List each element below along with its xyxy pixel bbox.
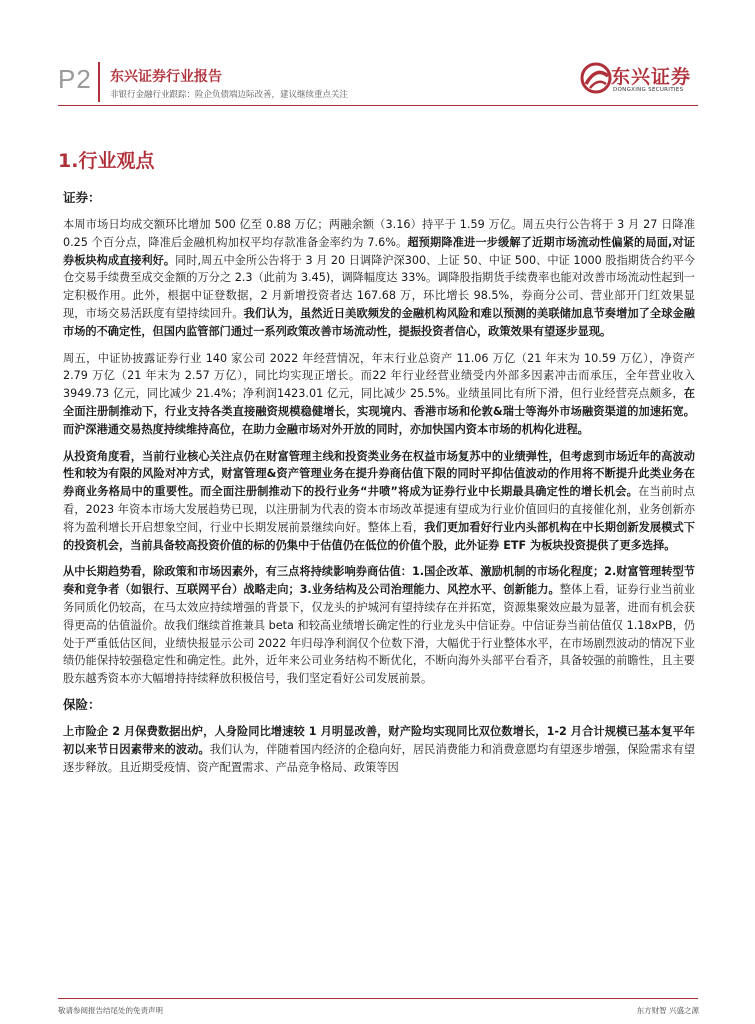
paragraph-2	[63, 350, 695, 439]
report-subtitle: 非银行金融行业跟踪：险企负债端边际改善，建议继续重点关注	[110, 90, 349, 100]
header-rule	[58, 105, 698, 106]
p5-text-1: 我们认为，伴随着国内经济的企稳向好，居民消费能力和消费意愿均有望逐步增强，保险需求有望逐步释放。且近期受疫情、资产配置需求、产品竞争格局、政策等因	[63, 742, 695, 774]
logo-name: 东兴证券	[611, 66, 692, 88]
p1-bold-1: 超预期降准进一步缓解了近期市场流动性偏紧的局面,对证券板块构成直接利好。	[63, 235, 695, 267]
p3-text-1: 在当前时点看，2023 年资本市场大发展趋势已现，以注册制为代表的资本市场改革提速有望成为行业价值回归的直接催化剂，业务创新亦将为盈利增长开启想象空间，行业中长期发展前景继续向好。整体上看，	[63, 485, 695, 534]
paragraph-4	[63, 563, 695, 688]
paragraph-1	[63, 216, 695, 341]
securities-label: 证券：	[63, 190, 101, 205]
p2-bold-1: 在全面注册制推动下，行业支持各类直接融资规模稳健增长，实现境内、香港市场和伦敦&瑞士等海外市场融资渠道的加速拓宽。而沪深港通交易热度持续维持高位，在助力金融市场对外开放的同时，亦加快国内资本市场的机构化进程。	[63, 387, 695, 436]
header-divider	[98, 62, 100, 102]
footer-slogan: 东方财智 兴盛之源	[636, 1006, 699, 1015]
p4-text-1: 整体上看，证券行业当前业务同质化仍较高，在马太效应持续增强的背景下，仅龙头的护城河有望持续存在并拓宽，资源集聚效应最为显著，进而有机会获得更高的估值溢价。故我们继续首推兼具 beta 和较高业绩增长确定性的行业龙头中信证券。中信证券当前估值仅 1.18xPB，仍处于严重低估区间，业绩快报显示公司 2022 年归母净利润仅个位数下滑，大幅优于行业整体水平，在市场剧烈波动的情况下业绩仍能保持较强稳定性和确定性。此外，近年来公司业务结构不断优化，不断向海外头部平台看齐，具备较强的前瞻性，且主要股东越秀资本亦大幅增持持续释放积极信号，我们坚定看好公司发展前景。	[63, 583, 695, 686]
p2-text-1: 周五，中证协披露证券行业 140 家公司 2022 年经营情况，年末行业总资产 11.06 万亿（21 年末为 10.59 万亿），净资产 2.79 万亿（21 年末为 2.57 万亿），同比均实现正增长。而22 年行业经营业绩受内外部多因素冲击而承压，全年营业收入 3949.73 亿元，同比减少 21.4%；净利润1423.01 亿元，同比减少 25.5%。业绩虽同比有所下滑，但行业经营亮点颇多，	[63, 351, 695, 401]
p1-bold-2: 我们认为，虽然近日美欧频发的金融机构风险和难以预测的美联储加息节奏增加了全球金融市场的不确定性，但国内监管部门通过一系列政策改善市场流动性，提振投资者信心，政策效果有望逐步显现。	[63, 306, 695, 338]
p4-bold-1: 从中长期趋势看，除政策和市场因素外，有三点将持续影响券商估值：1.国企改革、激励机制的市场化程度；2.财富管理转型节奏和竞争者（如银行、互联网平台）战略走向；3.业务结构及公司治理能力、风控水平、创新能力。	[63, 565, 695, 597]
logo-english-name: DONGXING SECURITIES	[613, 87, 684, 93]
section-title: 1.行业观点	[58, 150, 155, 172]
insurance-label: 保险：	[63, 696, 101, 712]
page-number: P2	[58, 64, 92, 94]
p1-text-2: 同时,周五中金所公告将于 3 月 20 日调降沪深300、上证 50、中证 500、中证 1000 股指期货合约平今仓交易手续费至成交金额的万分之 2.3（此前为 3.45)，调降幅度达 33%。调降股指期货手续费率也能对改善市场流动性起到一定积极作用。此外，根据中证登数据，2 月新增投资者达 167.68 万，环比增长 98.5%，券商分公司、营业部开门红效果显现，市场交易活跃度有望持续回升。	[63, 253, 695, 320]
report-title: 东兴证券行业报告	[110, 69, 222, 85]
footer-disclaimer: 敬请参阅报告结尾处的免责声明	[58, 1006, 163, 1015]
main-content	[63, 190, 695, 785]
paragraph-3	[63, 448, 695, 555]
page-header	[0, 0, 755, 110]
footer-rule	[58, 998, 698, 999]
p1-text-1: 本周市场日均成交额环比增加 500 亿至 0.88 万亿；两融余额（3.16）持平于 1.59 万亿。周五央行公告将于 3 月 27 日降准 0.25 个百分点，降准后金融机构加权平均存款准备金率约为 7.6%。	[63, 218, 695, 249]
p3-bold-2: 我们更加看好行业内头部机构在中长期创新发展模式下的投资机会，当前具备较高投资价值的标的仍集中于估值仍在低位的价值个股，此外证券 ETF 为板块投资提供了更多选择。	[63, 520, 695, 552]
p3-bold-1: 从投资角度看，当前行业核心关注点仍在财富管理主线和投资类业务在权益市场复苏中的业绩弹性，但考虑到市场近年的高波动性和较为有限的风险对冲方式，财富管理&资产管理业务在提升券商估值下限的同时平抑估值波动的作用将不断提升此类业务在券商业务格局中的重要性。而全面注册制推动下的投行业务“井喷”将成为证券行业中长期最具确定性的增长机会。	[63, 449, 695, 499]
paragraph-5	[63, 723, 695, 776]
p5-bold-1: 上市险企 2 月保费数据出炉，人身险同比增速较 1 月明显改善，财产险均实现同比双位数增长，1-2 月合计规模已基本复平年初以来节日因素带来的波动。	[63, 724, 695, 756]
